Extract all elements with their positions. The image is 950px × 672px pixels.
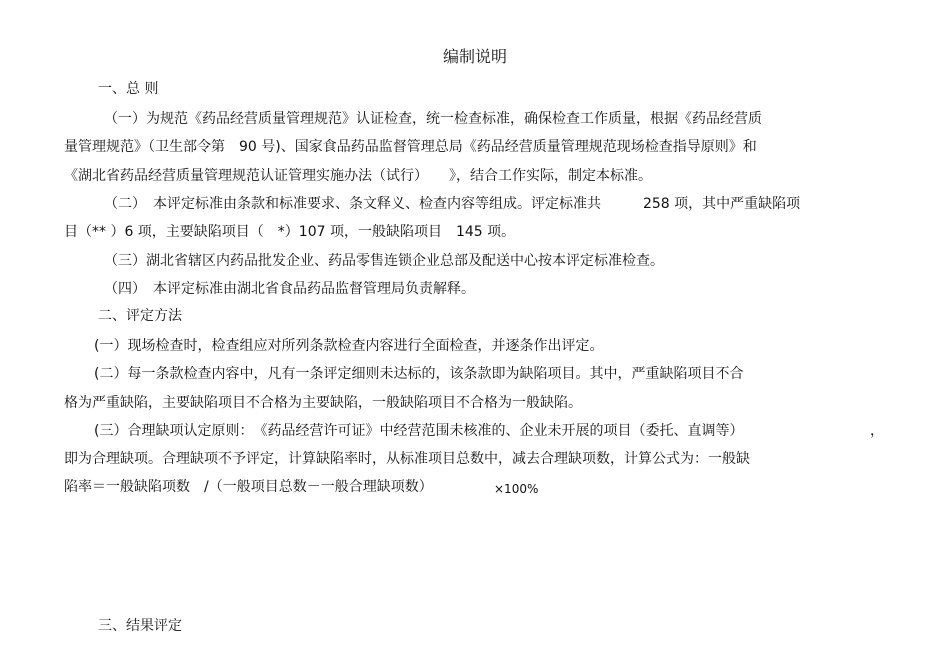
paragraph-2-line-2: 目（** ）6 项，主要缺陷项目（ *）107 项，一般缺陷项目 145 项。 [64, 224, 516, 240]
method-3-line-1-trailing-comma: ， [870, 423, 884, 439]
section-heading-result: 三、结果评定 [98, 618, 182, 634]
method-3-line-3-percent: ×100% [494, 482, 539, 496]
paragraph-4-line-1: （四） 本评定标准由湖北省食品药品监督管理局负责解释。 [104, 281, 475, 297]
paragraph-2-line-1: （二） 本评定标准由条款和标准要求、条文释义、检查内容等组成。评定标准共 258 项，其中严重缺陷项 [104, 196, 801, 212]
document-title: 编制说明 [442, 47, 507, 66]
method-3-line-2: 即为合理缺项。合理缺项不予评定，计算缺陷率时，从标准项目总数中，减去合理缺项数，计算公式为：一般缺 [64, 451, 750, 467]
section-heading-general: 一、总 则 [98, 81, 159, 97]
method-3-line-3-formula: 陷率＝一般缺陷项数 /（一般项目总数－一般合理缺项数） [64, 479, 433, 495]
paragraph-1-line-2: 量管理规范》（卫生部令第 90 号)、国家食品药品监督管理总局《药品经营质量管理规范现场检查指导原则》和 [64, 139, 757, 155]
section-heading-method: 二、评定方法 [98, 308, 182, 324]
method-2-line-2: 格为严重缺陷，主要缺陷项目不合格为主要缺陷，一般缺陷项目不合格为一般缺陷。 [64, 395, 582, 411]
paragraph-1-line-1: （一）为规范《药品经营质量管理规范》认证检查，统一检查标准，确保检查工作质量，根据《药品经营质 [104, 111, 762, 127]
paragraph-1-line-3: 《湖北省药品经营质量管理规范认证管理实施办法（试行） 》，结合工作实际，制定本标准。 [64, 168, 652, 184]
paragraph-3-line-1: （三）湖北省辖区内药品批发企业、药品零售连锁企业总部及配送中心按本评定标准检查。 [104, 253, 664, 269]
method-2-line-1: (二）每一条款检查内容中，凡有一条评定细则未达标的，该条款即为缺陷项目。其中，严重缺陷项目不合 [94, 366, 744, 382]
method-3-line-1: (三）合理缺项认定原则： 《药品经营许可证》中经营范围未核准的、企业未开展的项目（委托、直调等） [94, 423, 744, 439]
method-1-line-1: (一）现场检查时，检查组应对所列条款检查内容进行全面检查，并逐条作出评定。 [94, 338, 604, 354]
